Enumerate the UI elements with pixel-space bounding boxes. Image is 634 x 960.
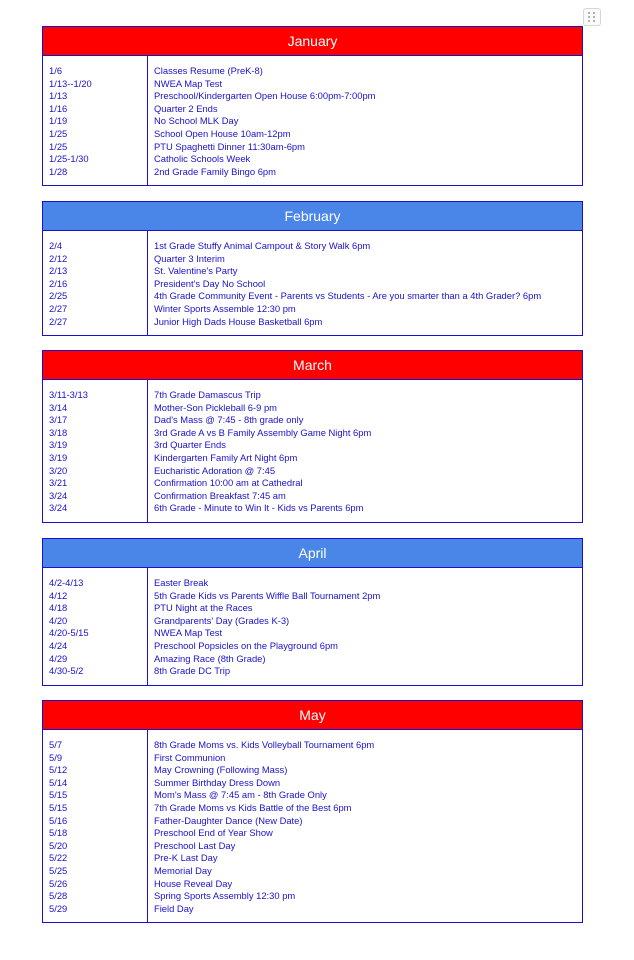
event-description: 8th Grade Moms vs. Kids Volleyball Tournament 6pm <box>154 739 375 750</box>
event-description: School Open House 10am-12pm <box>154 127 291 139</box>
dates-column <box>43 380 148 522</box>
event-description: Grandparents' Day (Grades K-3) <box>154 614 290 626</box>
event-date: 1/13--1/20 <box>49 77 92 89</box>
event-date: 3/14 <box>49 401 68 413</box>
event-date: 1/28 <box>49 165 68 177</box>
event-description: PTU Spaghetti Dinner 11:30am-6pm <box>154 140 305 152</box>
dates-column <box>43 231 148 335</box>
event-description: Catholic Schools Week <box>154 153 251 165</box>
event-date: 5/22 <box>49 852 68 864</box>
event-date: 5/15 <box>49 801 68 813</box>
event-date: 5/12 <box>49 764 68 776</box>
month-header: February <box>43 202 582 231</box>
event-date: 3/11-3/13 <box>49 389 88 400</box>
event-description: Winter Sports Assemble 12:30 pm <box>154 302 296 314</box>
month-section-march <box>42 350 583 523</box>
dates-column <box>43 568 148 685</box>
event-description: St. Valentine's Party <box>154 265 238 277</box>
month-section-may <box>42 700 583 923</box>
month-header: January <box>43 27 582 56</box>
event-description: Field Day <box>154 902 194 914</box>
event-description: 3rd Grade A vs B Family Assembly Game Night 6pm <box>154 426 372 438</box>
event-description: 8th Grade DC Trip <box>154 665 231 677</box>
event-description: Preschool Popsicles on the Playground 6pm <box>154 639 338 651</box>
event-date: 3/19 <box>49 451 68 463</box>
event-description: 4th Grade Community Event - Parents vs Students - Are you smarter than a 4th Grader? 6pm <box>154 290 542 302</box>
event-description: Mom's Mass @ 7:45 am - 8th Grade Only <box>154 789 327 801</box>
event-date: 2/27 <box>49 315 68 327</box>
event-description: 3rd Quarter Ends <box>154 439 226 451</box>
event-date: 3/17 <box>49 414 68 426</box>
drag-handle-icon[interactable] <box>583 8 601 26</box>
event-date: 5/29 <box>49 902 68 914</box>
event-date: 3/18 <box>49 426 68 438</box>
event-description: Quarter 3 Interim <box>154 252 225 264</box>
event-date: 5/7 <box>49 739 63 750</box>
month-body <box>43 380 582 522</box>
month-section-february <box>42 201 583 336</box>
event-date: 1/6 <box>49 65 63 76</box>
event-description: Quarter 2 Ends <box>154 102 218 114</box>
event-description: No School MLK Day <box>154 115 239 127</box>
event-description: Confirmation 10:00 am at Cathedral <box>154 477 303 489</box>
event-date: 2/16 <box>49 277 68 289</box>
event-description: Spring Sports Assembly 12:30 pm <box>154 890 296 902</box>
event-date: 5/14 <box>49 776 68 788</box>
event-date: 1/25 <box>49 140 68 152</box>
event-description: Confirmation Breakfast 7:45 am <box>154 489 286 501</box>
event-date: 5/20 <box>49 839 68 851</box>
month-section-april <box>42 538 583 686</box>
event-description: Father-Daughter Dance (New Date) <box>154 814 303 826</box>
event-date: 3/19 <box>49 439 68 451</box>
event-date: 5/18 <box>49 827 68 839</box>
event-description: NWEA Map Test <box>154 77 223 89</box>
event-date: 5/9 <box>49 751 63 763</box>
event-date: 4/12 <box>49 589 68 601</box>
dates-column <box>43 730 148 922</box>
event-date: 1/16 <box>49 102 68 114</box>
event-description: 6th Grade - Minute to Win It - Kids vs Parents 6pm <box>154 502 364 514</box>
events-column <box>148 568 582 685</box>
dates-column <box>43 56 148 185</box>
event-description: Preschool Last Day <box>154 839 236 851</box>
event-description: May Crowning (Following Mass) <box>154 764 288 776</box>
event-date: 4/20 <box>49 614 68 626</box>
event-description: Preschool/Kindergarten Open House 6:00pm-7:00pm <box>154 90 376 102</box>
month-header: March <box>43 351 582 380</box>
event-date: 1/13 <box>49 90 68 102</box>
event-date: 4/30-5/2 <box>49 665 84 677</box>
event-description: Pre-K Last Day <box>154 852 218 864</box>
month-body <box>43 231 582 335</box>
event-date: 1/25 <box>49 127 68 139</box>
event-description: House Reveal Day <box>154 877 233 889</box>
event-date: 3/24 <box>49 502 68 514</box>
event-description: Preschool End of Year Show <box>154 827 273 839</box>
event-date: 1/25-1/30 <box>49 153 89 165</box>
event-description: Classes Resume (PreK-8) <box>154 65 263 76</box>
event-description: Mother-Son Pickleball 6-9 pm <box>154 401 277 413</box>
event-description: Summer Birthday Dress Down <box>154 776 281 788</box>
events-column <box>148 380 582 522</box>
event-description: Kindergarten Family Art Night 6pm <box>154 451 298 463</box>
event-date: 2/4 <box>49 240 63 251</box>
month-section-january <box>42 26 583 186</box>
month-body <box>43 730 582 922</box>
event-date: 3/20 <box>49 464 68 476</box>
month-body <box>43 56 582 185</box>
event-date: 1/19 <box>49 115 68 127</box>
event-description: Dad's Mass @ 7:45 - 8th grade only <box>154 414 304 426</box>
events-column <box>148 730 582 922</box>
event-description: First Communion <box>154 751 226 763</box>
event-date: 5/26 <box>49 877 68 889</box>
event-description: President's Day No School <box>154 277 266 289</box>
event-date: 2/25 <box>49 290 68 302</box>
event-description: Memorial Day <box>154 864 212 876</box>
event-description: Amazing Race (8th Grade) <box>154 652 266 664</box>
event-description: Easter Break <box>154 577 209 588</box>
event-description: NWEA Map Test <box>154 627 223 639</box>
event-date: 5/25 <box>49 864 68 876</box>
event-date: 4/18 <box>49 602 68 614</box>
event-description: 1st Grade Stuffy Animal Campout & Story Walk 6pm <box>154 240 371 251</box>
event-date: 5/16 <box>49 814 68 826</box>
event-description: 7th Grade Damascus Trip <box>154 389 261 400</box>
event-description: 2nd Grade Family Bingo 6pm <box>154 165 276 177</box>
event-date: 2/27 <box>49 302 68 314</box>
event-date: 5/15 <box>49 789 68 801</box>
month-body <box>43 568 582 685</box>
event-date: 4/24 <box>49 639 68 651</box>
month-header: April <box>43 539 582 568</box>
event-date: 4/29 <box>49 652 68 664</box>
event-description: Eucharistic Adoration @ 7:45 <box>154 464 276 476</box>
event-date: 2/12 <box>49 252 68 264</box>
event-date: 3/21 <box>49 477 68 489</box>
event-description: PTU Night at the Races <box>154 602 253 614</box>
event-description: Junior High Dads House Basketball 6pm <box>154 315 323 327</box>
events-column <box>148 56 582 185</box>
event-date: 5/28 <box>49 890 68 902</box>
events-column <box>148 231 582 335</box>
event-date: 4/2-4/13 <box>49 577 84 588</box>
event-date: 4/20-5/15 <box>49 627 89 639</box>
month-header: May <box>43 701 582 730</box>
event-description: 5th Grade Kids vs Parents Wiffle Ball Tournament 2pm <box>154 589 381 601</box>
event-date: 2/13 <box>49 265 68 277</box>
event-date: 3/24 <box>49 489 68 501</box>
event-description: 7th Grade Moms vs Kids Battle of the Best 6pm <box>154 801 352 813</box>
